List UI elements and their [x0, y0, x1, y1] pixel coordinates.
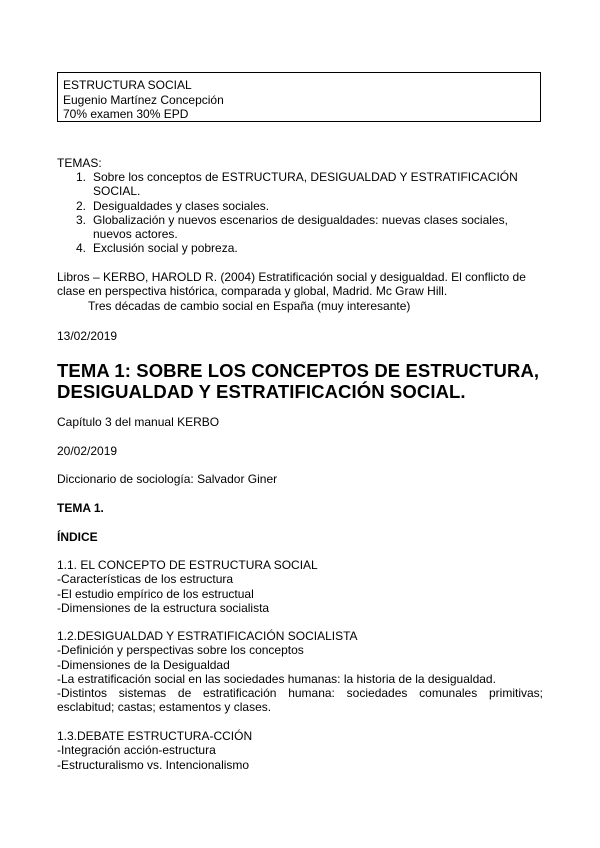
course-header-box [57, 72, 541, 122]
chapter-reference: Capítulo 3 del manual KERBO [57, 415, 220, 429]
list-item: -El estudio empírico de los estructual [57, 586, 254, 601]
list-item: -Definición y perspectivas sobre los conceptos [57, 643, 304, 658]
list-item: 2. Desigualdades y clases sociales. [76, 198, 270, 213]
bibliography-secondary: Tres décadas de cambio social en España (muy interesante) [88, 298, 411, 313]
topics-list [57, 170, 537, 256]
list-item: -Distintos sistemas de estratificación humana: sociedades comunales primitivas; esclabitud; castas; estamentos y clases. [57, 686, 543, 715]
index-section-2 [57, 629, 543, 715]
index-heading: ÍNDICE [57, 530, 98, 544]
list-item: -Características de los estructura [57, 572, 234, 587]
list-item: -Dimensiones de la Desigualdad [57, 657, 230, 672]
professor-name: Eugenio Martínez Concepción [63, 92, 224, 107]
list-item: 1. Sobre los conceptos de ESTRUCTURA, DESIGUALDAD Y ESTRATIFICACIÓN SOCIAL. [76, 170, 518, 199]
page-title: TEMA 1: SOBRE LOS CONCEPTOS DE ESTRUCTURA, DESIGUALDAD Y ESTRATIFICACIÓN SOCIAL. [57, 360, 540, 402]
date-label: 20/02/2019 [57, 444, 118, 458]
bibliography-main: Libros – KERBO, HAROLD R. (2004) Estratificación social y desigualdad. El conflicto de clase en perspectiva histórica, comparada y global, Madrid. Mc Graw Hill. [57, 270, 526, 299]
index-section-1 [57, 558, 543, 615]
list-item: -Dimensiones de la estructura socialista [57, 600, 270, 615]
topics-label: TEMAS: [57, 156, 102, 170]
index-section-3 [57, 729, 543, 772]
date-label: 13/02/2019 [57, 329, 118, 343]
grading-scheme: 70% examen 30% EPD [63, 107, 189, 121]
list-item: 3. Globalización y nuevos escenarios de desigualdades: nuevas clases sociales, nuevos actores. [76, 212, 508, 242]
list-item: -Estructuralismo vs. Intencionalismo [57, 757, 250, 772]
list-item: -La estratificación social en las sociedades humanas: la historia de la desigualdad. [57, 671, 496, 686]
topic-heading: TEMA 1. [57, 501, 104, 515]
section-heading: 1.3.DEBATE ESTRUCTURA-CCIÓN [57, 729, 253, 743]
section-heading: 1.2.DESIGUALDAD Y ESTRATIFICACIÓN SOCIALISTA [57, 629, 358, 643]
course-title: ESTRUCTURA SOCIAL [63, 78, 192, 92]
section-heading: 1.1. EL CONCEPTO DE ESTRUCTURA SOCIAL [57, 558, 318, 572]
bibliography [57, 270, 541, 313]
dictionary-reference: Diccionario de sociología: Salvador Giner [57, 472, 278, 486]
list-item: 4. Exclusión social y pobreza. [76, 241, 238, 256]
list-item: -Integración acción-estructura [57, 743, 216, 758]
